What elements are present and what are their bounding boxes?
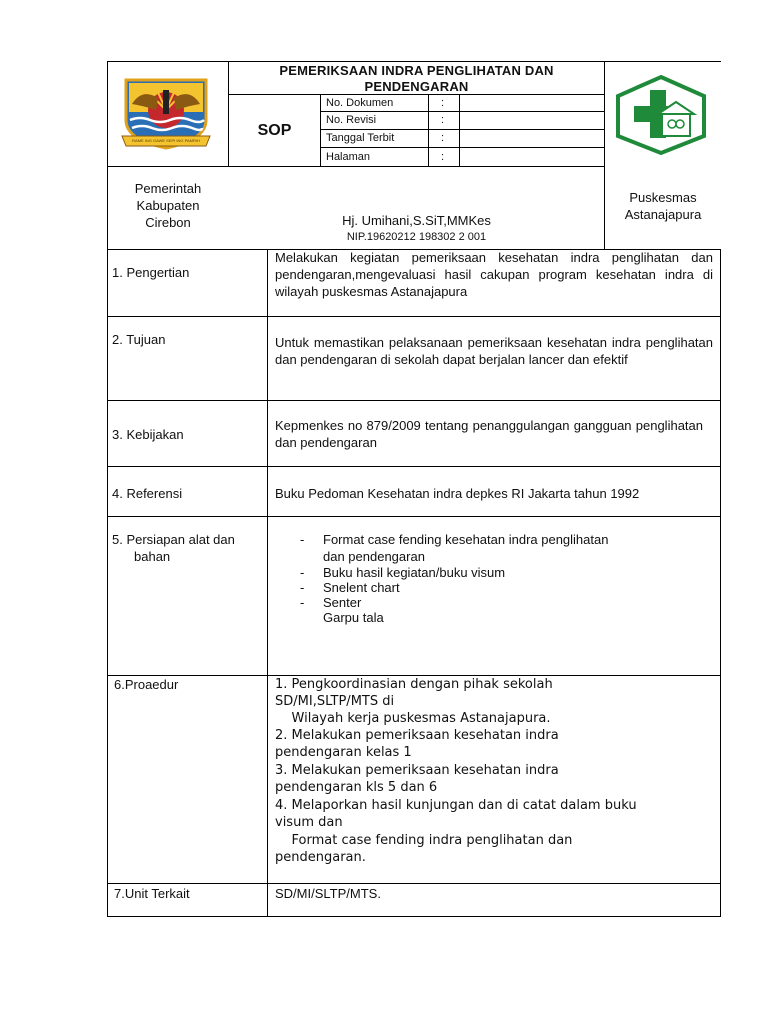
org-line: Pemerintah <box>134 181 202 196</box>
section-label-prosedur: 6.Proaedur <box>114 677 179 692</box>
section-label-kebijakan: 3. Kebijakan <box>112 427 184 442</box>
doc-field-sep: : <box>441 132 445 144</box>
section-label-referensi: 4. Referensi <box>112 486 183 501</box>
list-text: Format case fending kesehatan indra penglihatan <box>323 532 609 547</box>
left-organization <box>108 180 228 231</box>
doc-field-label: Tanggal Terbit <box>326 132 395 144</box>
prosedur-line: pendengaran kelas 1 <box>275 745 412 760</box>
org-line: Astanajapura <box>624 207 702 222</box>
signer-nip: NIP.19620212 198302 2 001 <box>346 231 487 243</box>
right-organization <box>605 189 721 223</box>
prosedur-line: 2. Melakukan pemeriksaan kesehatan indra <box>275 728 559 743</box>
list-dash: - <box>300 580 305 595</box>
prosedur-line: visum dan <box>275 815 343 830</box>
list-dash: - <box>300 565 305 580</box>
prosedur-line: pendengaran kls 5 dan 6 <box>275 780 438 795</box>
list-dash: - <box>300 595 305 610</box>
doc-field-sep: : <box>441 151 445 163</box>
prosedur-line: Format case fending indra penglihatan dan <box>275 833 573 848</box>
org-line: Cirebon <box>145 215 191 230</box>
title-line-1: PEMERIKSAAN INDRA PENGLIHATAN DAN <box>279 63 554 78</box>
signer-block <box>229 213 604 245</box>
section-label-pengertian: 1. Pengertian <box>112 265 190 280</box>
list-text: dan pendengaran <box>323 549 425 564</box>
doc-field-sep: : <box>441 97 445 109</box>
list-text: Snelent chart <box>323 580 400 595</box>
prosedur-line: 3. Melakukan pemeriksaan kesehatan indra <box>275 763 559 778</box>
sop-label: SOP <box>257 122 292 139</box>
puskesmas-logo <box>614 74 708 156</box>
doc-field-label: Halaman <box>326 151 371 163</box>
doc-field-label: No. Dokumen <box>326 97 394 109</box>
section-text-kebijakan: Kepmenkes no 879/2009 tentang penanggulangan gangguan penglihatan dan pendengaran <box>275 418 703 450</box>
prosedur-line: pendengaran. <box>275 850 366 865</box>
label-line: 5. Persiapan alat dan <box>112 532 235 547</box>
prosedur-line: Wilayah kerja puskesmas Astanajapura. <box>275 711 551 726</box>
document-title <box>229 63 604 95</box>
org-line: Puskesmas <box>629 190 697 205</box>
logo-motto: RAME ING GAWE SEPI ING PAMRIH <box>132 138 200 143</box>
prosedur-line: SD/MI,SLTP/MTS di <box>275 694 395 709</box>
section-label-tujuan: 2. Tujuan <box>112 332 166 347</box>
doc-field-label: No. Revisi <box>326 114 377 126</box>
title-line-2: PENDENGARAN <box>364 79 469 94</box>
section-text-pengertian: Melakukan kegiatan pemeriksaan kesehatan indra penglihatan dan pendengaran,mengevaluasi hasil cakupan program kesehatan indra di wilayah puskesmas Astanajapura <box>275 250 713 299</box>
section-text-tujuan: Untuk memastikan pelaksanaan pemeriksaan kesehatan indra penglihatan dan pendengaran di sekolah dapat berjalan lancer dan efektif <box>275 335 713 367</box>
org-line: Kabupaten <box>136 198 200 213</box>
list-text: Buku hasil kegiatan/buku visum <box>323 565 506 580</box>
prosedur-line: 4. Melaporkan hasil kunjungan dan di catat dalam buku <box>275 798 637 813</box>
list-text: Senter <box>323 595 362 610</box>
section-text-referensi: Buku Pedoman Kesehatan indra depkes RI Jakarta tahun 1992 <box>275 486 640 501</box>
label-line: bahan <box>134 549 171 564</box>
section-text-unit-terkait: SD/MI/SLTP/MTS. <box>275 886 381 901</box>
section-label-unit-terkait: 7.Unit Terkait <box>114 886 190 901</box>
signer-name: Hj. Umihani,S.SiT,MMKes <box>342 213 491 228</box>
doc-field-sep: : <box>441 114 445 126</box>
list-text: Garpu tala <box>323 610 384 625</box>
kabupaten-cirebon-logo <box>118 76 214 152</box>
list-dash: - <box>300 532 305 547</box>
prosedur-line: 1. Pengkoordinasian dengan pihak sekolah <box>275 677 553 692</box>
